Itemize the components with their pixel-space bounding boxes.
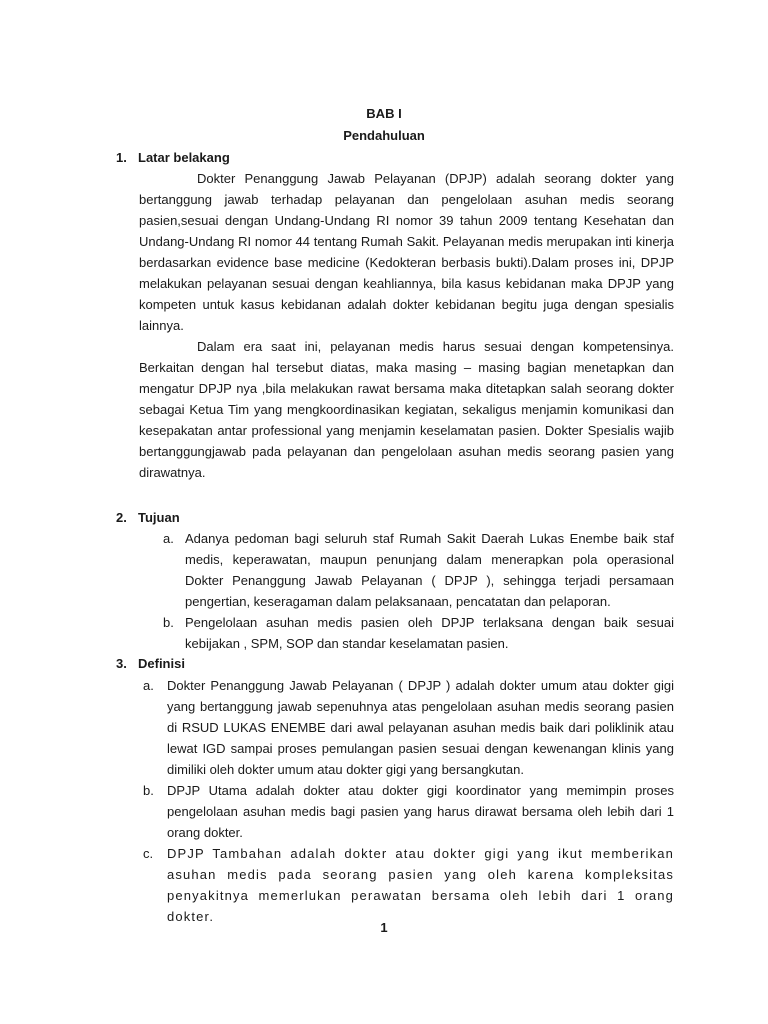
paragraph [139,168,674,336]
list-item [143,675,674,780]
list-item-label: c. [143,846,154,861]
list-item [143,780,674,843]
paragraph [139,336,674,483]
list-item-label: a. [143,678,154,693]
paragraph-text: Dalam era saat ini, pelayanan medis harus sesuai dengan kompetensinya. Berkaitan dengan hal tersebut diatas, maka masing – masing bagian menetapkan dan mengatur DPJP nya ,bila melakukan rawat bersama maka ditetapkan salah seorang dokter sebagai Ketua Tim yang mengkoordinasikan kegiatan, sekaligus menjamin komunikasi dan kesepakatan antar professional yang menjamin keselamatan pasien. Dokter Spesialis wajib bertanggungjawab pada pelayanan dan pengelolaan asuhan medis seorang pasien yang dirawatnya. [139,339,674,480]
section-number: 3. [116,656,127,671]
list-item [163,528,674,612]
list-item-label: b. [163,615,174,630]
section-heading-tujuan [116,510,180,525]
paragraph-text: Dokter Penanggung Jawab Pelayanan (DPJP) adalah seorang dokter yang bertanggung jawab terhadap pelayanan dan pengelolaan asuhan medis seorang pasien,sesuai dengan Undang-Undang RI nomor 39 tahun 2009 tentang Kesehatan dan Undang-Undang RI nomor 44 tentang Rumah Sakit. Pelayanan medis merupakan inti kinerja berdasarkan evidence base medicine (Kedokteran berbasis bukti).Dalam proses ini, DPJP melakukan pelayanan sesuai dengan keahliannya, bila kasus kebidanan maka DPJP yang kompeten untuk kasus kebidanan adalah dokter kebidanan begitu juga dengan spesialis lainnya. [139,171,674,333]
section-title: Latar belakang [138,150,230,165]
section-number: 1. [116,150,127,165]
list-item-text: Dokter Penanggung Jawab Pelayanan ( DPJP ) adalah dokter umum atau dokter gigi yang bertanggung jawab sepenuhnya atas pengelolaan asuhan medis seorang pasien di RSUD LUKAS ENEMBE dari awal pelayanan asuhan medis baik dari poliklinik atau lewat IGD sampai proses pemulangan pasien sesuai dengan kewenangan klinis yang dimiliki oleh dokter umum atau dokter gigi yang bersangkutan. [167,678,674,777]
chapter-title: Pendahuluan [343,128,425,143]
section-title: Tujuan [138,510,180,525]
section-number: 2. [116,510,127,525]
list-item-text: Pengelolaan asuhan medis pasien oleh DPJP terlaksana dengan baik sesuai kebijakan , SPM, SOP dan standar keselamatan pasien. [185,615,674,651]
list-item-text: Adanya pedoman bagi seluruh staf Rumah Sakit Daerah Lukas Enembe baik staf medis, keperawatan, maupun penunjang dalam menerapkan pola operasional Dokter Penanggung Jawab Pelayanan ( DPJP ), sehingga terjadi persamaan pengertian, keseragaman dalam pelaksanaan, pencatatan dan pelaporan. [185,531,674,609]
section-title: Definisi [138,656,185,671]
page-number: 1 [380,920,388,935]
list-item [143,843,674,927]
list-item-label: a. [163,531,174,546]
section-heading-definisi [116,656,185,671]
section-heading-latar-belakang [116,150,230,165]
list-item-text: DPJP Tambahan adalah dokter atau dokter gigi yang ikut memberikan asuhan medis pada seorang pasien yang oleh karena kompleksitas penyakitnya memerlukan perawatan bersama oleh lebih dari 1 orang dokter. [167,846,674,924]
list-item [163,612,674,654]
list-item-label: b. [143,783,154,798]
list-item-text: DPJP Utama adalah dokter atau dokter gigi koordinator yang memimpin proses pengelolaan asuhan medis bagi pasien yang harus dirawat bersama oleh lebih dari 1 orang dokter. [167,783,674,840]
chapter-number: BAB I [366,106,402,121]
